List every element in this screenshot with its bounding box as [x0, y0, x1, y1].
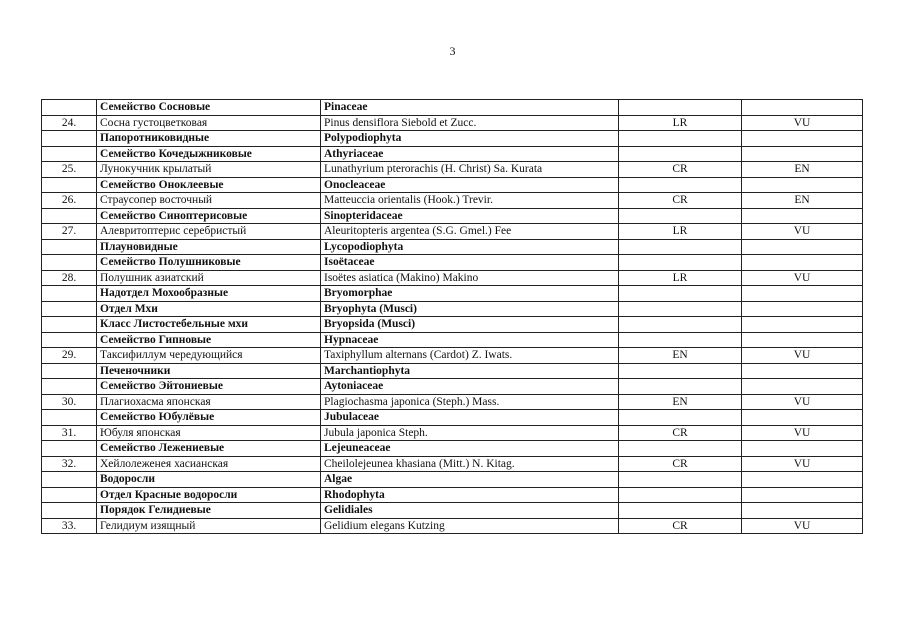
latin-name: Sinopteridaceae [321, 208, 619, 224]
row-number [42, 317, 97, 333]
latin-name: Matteuccia orientalis (Hook.) Trevir. [321, 193, 619, 209]
latin-name: Bryopsida (Musci) [321, 317, 619, 333]
table-row-heading [42, 317, 863, 333]
status-category-1 [619, 410, 742, 426]
status-category-1: CR [619, 425, 742, 441]
row-number: 31. [42, 425, 97, 441]
russian-name: Папоротниковидные [97, 131, 321, 147]
status-category-1 [619, 472, 742, 488]
status-category-1: EN [619, 348, 742, 364]
russian-name: Отдел Мхи [97, 301, 321, 317]
table-row-species [42, 193, 863, 209]
table-row-heading [42, 503, 863, 519]
status-category-1: LR [619, 224, 742, 240]
row-number [42, 177, 97, 193]
russian-name: Печеночники [97, 363, 321, 379]
russian-name: Семейство Сосновые [97, 100, 321, 116]
status-category-2: VU [742, 348, 863, 364]
table-row-species [42, 224, 863, 240]
latin-name: Isoëtaceae [321, 255, 619, 271]
russian-name: Надотдел Мохообразные [97, 286, 321, 302]
table-row-heading [42, 239, 863, 255]
russian-name: Семейство Гипновые [97, 332, 321, 348]
table-row-species [42, 425, 863, 441]
latin-name: Aleuritopteris argentea (S.G. Gmel.) Fee [321, 224, 619, 240]
row-number: 32. [42, 456, 97, 472]
status-category-1 [619, 100, 742, 116]
table-row-heading [42, 332, 863, 348]
table-row-species [42, 456, 863, 472]
status-category-1: CR [619, 162, 742, 178]
russian-name: Семейство Юбулёвые [97, 410, 321, 426]
status-category-2 [742, 177, 863, 193]
status-category-1: CR [619, 518, 742, 534]
latin-name: Athyriaceae [321, 146, 619, 162]
table-row-heading [42, 131, 863, 147]
russian-name: Алевритоптерис серебристый [97, 224, 321, 240]
status-category-2: VU [742, 456, 863, 472]
row-number: 27. [42, 224, 97, 240]
table-row-heading [42, 146, 863, 162]
status-category-2 [742, 286, 863, 302]
status-category-1: CR [619, 456, 742, 472]
status-category-2: VU [742, 394, 863, 410]
latin-name: Lunathyrium pterorachis (H. Christ) Sa. Kurata [321, 162, 619, 178]
species-table-body [42, 100, 863, 534]
russian-name: Гелидиум изящный [97, 518, 321, 534]
row-number [42, 131, 97, 147]
row-number: 24. [42, 115, 97, 131]
latin-name: Polypodiophyta [321, 131, 619, 147]
row-number: 28. [42, 270, 97, 286]
latin-name: Bryomorphae [321, 286, 619, 302]
latin-name: Taxiphyllum alternans (Cardot) Z. Iwats. [321, 348, 619, 364]
table-row-species [42, 348, 863, 364]
russian-name: Семейство Синоптерисовые [97, 208, 321, 224]
latin-name: Algae [321, 472, 619, 488]
table-row-species [42, 270, 863, 286]
russian-name: Водоросли [97, 472, 321, 488]
latin-name: Lycopodiophyta [321, 239, 619, 255]
russian-name: Класс Листостебельные мхи [97, 317, 321, 333]
latin-name: Gelidiales [321, 503, 619, 519]
row-number [42, 301, 97, 317]
table-row-species [42, 162, 863, 178]
status-category-2 [742, 317, 863, 333]
status-category-2 [742, 503, 863, 519]
table-row-heading [42, 208, 863, 224]
row-number [42, 472, 97, 488]
latin-name: Onocleaceae [321, 177, 619, 193]
table-row-heading [42, 100, 863, 116]
table-row-heading [42, 487, 863, 503]
status-category-1 [619, 177, 742, 193]
table-row-heading [42, 255, 863, 271]
status-category-1 [619, 487, 742, 503]
status-category-2 [742, 441, 863, 457]
latin-name: Jubulaceae [321, 410, 619, 426]
row-number [42, 441, 97, 457]
status-category-2: VU [742, 425, 863, 441]
latin-name: Bryophyta (Musci) [321, 301, 619, 317]
russian-name: Таксифиллум чередующийся [97, 348, 321, 364]
status-category-2 [742, 379, 863, 395]
status-category-2 [742, 100, 863, 116]
table-row-heading [42, 410, 863, 426]
status-category-1 [619, 363, 742, 379]
page-number: 3 [449, 44, 456, 58]
table-row-heading [42, 363, 863, 379]
status-category-2: VU [742, 115, 863, 131]
russian-name: Сосна густоцветковая [97, 115, 321, 131]
latin-name: Marchantiophyta [321, 363, 619, 379]
row-number [42, 503, 97, 519]
row-number [42, 379, 97, 395]
russian-name: Семейство Оноклеевые [97, 177, 321, 193]
table-row-heading [42, 441, 863, 457]
table-row-heading [42, 379, 863, 395]
latin-name: Gelidium elegans Kutzing [321, 518, 619, 534]
latin-name: Jubula japonica Steph. [321, 425, 619, 441]
row-number [42, 208, 97, 224]
latin-name: Cheilolejeunea khasiana (Mitt.) N. Kitag. [321, 456, 619, 472]
table-row-heading [42, 301, 863, 317]
russian-name: Порядок Гелидиевые [97, 503, 321, 519]
status-category-2 [742, 487, 863, 503]
status-category-2: EN [742, 193, 863, 209]
russian-name: Юбуля японская [97, 425, 321, 441]
status-category-1: EN [619, 394, 742, 410]
status-category-2 [742, 472, 863, 488]
table-row-species [42, 115, 863, 131]
species-table [41, 99, 863, 534]
latin-name: Plagiochasma japonica (Steph.) Mass. [321, 394, 619, 410]
status-category-1 [619, 503, 742, 519]
status-category-2 [742, 301, 863, 317]
status-category-2 [742, 239, 863, 255]
status-category-1 [619, 239, 742, 255]
status-category-1: CR [619, 193, 742, 209]
row-number [42, 363, 97, 379]
status-category-2 [742, 146, 863, 162]
status-category-2 [742, 410, 863, 426]
latin-name: Hypnaceae [321, 332, 619, 348]
latin-name: Rhodophyta [321, 487, 619, 503]
row-number: 30. [42, 394, 97, 410]
status-category-1: LR [619, 270, 742, 286]
status-category-2: VU [742, 270, 863, 286]
table-row-heading [42, 286, 863, 302]
latin-name: Pinaceae [321, 100, 619, 116]
status-category-2 [742, 131, 863, 147]
latin-name: Isoëtes asiatica (Makino) Makino [321, 270, 619, 286]
status-category-2 [742, 332, 863, 348]
row-number: 26. [42, 193, 97, 209]
row-number [42, 255, 97, 271]
russian-name: Отдел Красные водоросли [97, 487, 321, 503]
status-category-1 [619, 301, 742, 317]
status-category-2 [742, 255, 863, 271]
row-number: 29. [42, 348, 97, 364]
table-row-species [42, 518, 863, 534]
row-number: 33. [42, 518, 97, 534]
status-category-1 [619, 131, 742, 147]
row-number [42, 100, 97, 116]
status-category-1 [619, 208, 742, 224]
russian-name: Страусопер восточный [97, 193, 321, 209]
latin-name: Lejeuneaceae [321, 441, 619, 457]
row-number [42, 332, 97, 348]
row-number [42, 239, 97, 255]
row-number [42, 487, 97, 503]
table-row-heading [42, 472, 863, 488]
latin-name: Aytoniaceae [321, 379, 619, 395]
russian-name: Плагиохасма японская [97, 394, 321, 410]
status-category-1 [619, 441, 742, 457]
status-category-1 [619, 317, 742, 333]
status-category-2: EN [742, 162, 863, 178]
russian-name: Плауновидные [97, 239, 321, 255]
status-category-2 [742, 363, 863, 379]
russian-name: Семейство Кочедыжниковые [97, 146, 321, 162]
status-category-2: VU [742, 224, 863, 240]
status-category-1 [619, 379, 742, 395]
row-number [42, 286, 97, 302]
status-category-2: VU [742, 518, 863, 534]
russian-name: Лунокучник крылатый [97, 162, 321, 178]
status-category-2 [742, 208, 863, 224]
status-category-1 [619, 255, 742, 271]
table-row-heading [42, 177, 863, 193]
row-number: 25. [42, 162, 97, 178]
status-category-1 [619, 286, 742, 302]
russian-name: Полушник азиатский [97, 270, 321, 286]
russian-name: Хейлолеженея хасианская [97, 456, 321, 472]
russian-name: Семейство Полушниковые [97, 255, 321, 271]
table-row-species [42, 394, 863, 410]
russian-name: Семейство Лежениевые [97, 441, 321, 457]
row-number [42, 410, 97, 426]
status-category-1 [619, 146, 742, 162]
status-category-1: LR [619, 115, 742, 131]
status-category-1 [619, 332, 742, 348]
latin-name: Pinus densiflora Siebold et Zucc. [321, 115, 619, 131]
row-number [42, 146, 97, 162]
russian-name: Семейство Эйтониевые [97, 379, 321, 395]
